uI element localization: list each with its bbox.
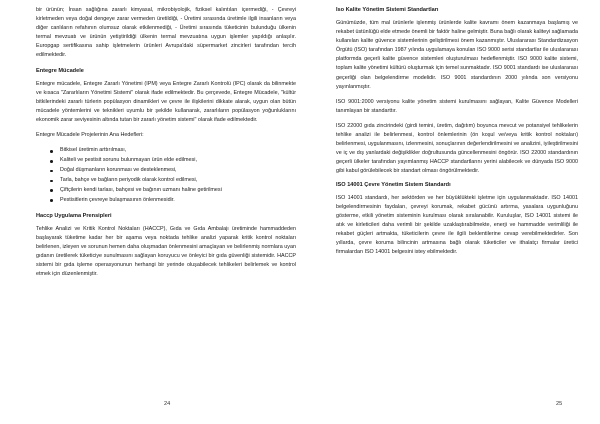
list-item: Doğal düşmanların korunması ve desteklenmesi, bbox=[50, 166, 296, 176]
list-item: Çiftçilerin kendi tarlası, bahçesi ve bağının uzmanı haline getirilmesi bbox=[50, 186, 296, 196]
paragraph-ana-hedefler: Entegre Mücadele Projelerinin Ana Hedefleri: bbox=[36, 132, 144, 139]
page-number: 25 bbox=[556, 401, 563, 407]
right-page-content bbox=[336, 6, 578, 257]
list-item: Pestisitlerin çevreye bulaşmasının önlenmesidir. bbox=[50, 196, 296, 206]
paragraph-iso-9000: Günümüzde, tüm mal ürünlerle işlenmiş ürünlerde kalite kavramı önem kazanmaya başlamış ve rekabet üstünlüğü elde etmede önemli bir faktör haline gelmiştir. Buna bağlı olarak kaliteyi sağlamada kullanılan kalite güvence sistemlerinin geliştirilmesi önem kazanmıştır. Uluslararası Standardizasyon Örgütü (ISO) tarafından 1987 yılında uygulamaya konulan ISO 9000 serisi standartlar ile uluslararası platformda geçerli kalite güvence sistemleri oluşturulması hedeflenmiştir. ISO 9000 kalite sistemi, toplam kalite yönetimi kültürü oluşturmak için temel sunmaktadır. ISO 9001 standardı ise uluslararası geçerliği olan belgelendirme modelidir. ISO 9001 standardının 2000 yılında son versiyonu yayınlanmıştır. bbox=[336, 20, 578, 90]
left-page-content bbox=[36, 6, 296, 279]
goals-list bbox=[36, 146, 296, 205]
page-number: 24 bbox=[164, 401, 171, 407]
paragraph-iso-14001: ISO 14001 standardı, her sektörden ve her büyüklükteki işletme için uygulanmaktadır. ISO 14001 belgelendirmesinin faydaları, çevreyi korumak, rekabet gücünü artırma, yasalara uygunluğunu gösterme, etkili yönetim sisteminin kurulması olarak sıralanabilir. Kuruluşlar, ISO 14001 sistemi ile atık ve kirleticileri daha verimli bir şekilde uzaklaştırabilmekte, enerji ve hammadde verimliliği ile rekabet güçleri artmakta, tüketicilerin çevre ile ilgili beklentilerine cevap verebilmektedirler. Son yıllarda, çevre koruma bilincinin artmasına bağlı olarak tüketiciler ve ithalatçı firmalar üretici firmalardan ISO 14001 belgesini istey ebilmektedir. bbox=[336, 194, 578, 256]
paragraph-europgap: bir ürünün; İnsan sağlığına zararlı kimyasal, mikrobiyolojik, fiziksel kalıntıları içermediği, - Çevreyi kirletmeden veya doğal dengeye zarar vermeden üretildiği, - Üretimi sırasında üretimle ilgili insanların veya diğer canlıların refahının olumsuz olarak etkilenmediği, - Üretimi sırasında tüketicinin bulunduğu ülkenin termal mevzuatı ve ürünün yetiştirildiği ülkenin termal mevzuatına uygun işlemler yapıldığı anlaşılır. Europgap sertifikasına sahip işletmelerin ürünleri Avrupa'daki süpermarket zincirleri tarafından tercih edilmektedir. bbox=[36, 7, 296, 59]
heading-haccp: Haccp Uygulama Prensipleri bbox=[36, 212, 112, 219]
list-item: Kaliteli ve pestisit sorunu bulunmayan ürün elde edilmesi, bbox=[50, 156, 296, 166]
paragraph-entegre-mucadele: Entegre mücadele, Entegre Zararlı Yönetimi (IPM) veya Entegre Zararlı Kontrolü (IPC) olarak da bilinmekte ve kısaca "Zararlıların Yönetimi Sistemi" olarak ifade edilmektedir. Bu çerçevede, Entegre Mücadele, "kültür bitkilerindeki zararlı türlerin popülasyon dinamikleri ve çevre ile ilişkilerini dikkate alarak, uygun olan bütün mücadele yöntemlerini ve teknikleri uyumlu bir şekilde kullanarak, zararlıların popülasyon yoğunluklarını ekonomik zarar seviyesinin altında tutan bir zararlı yönetim sistemi" olarak ifade edilmektedir. bbox=[36, 80, 296, 123]
list-item: Bitkisel üretimin arttırılması, bbox=[50, 146, 296, 156]
paragraph-haccp: Tehlike Analizi ve Kritik Kontrol Noktaları (HACCP), Gıda ve Gıda Ambalajı üretiminde hammaddeden başlayarak tüketime kadar her bir aşama veya noktada tehlike analizi yaparak kritik kontrol noktaları belirlenen, izleyen ve sorunun hemen daha oluşmadan önlenmesini amaçlayan ve belirlenmiş normlara uyan gıdanın üretilerek tüketiciye sunulmasını sağlayan koruyucu ve önleyici bir gıda güvenliği sistemidir. HACCP sistemi bir gıda işleme operasyonunun herhangi bir yerinde oluşabilecek tehlikeleri belirlemek ve kontrol etmek için düzenlenmiştir. bbox=[36, 225, 296, 278]
paragraph-iso-22000: ISO 22000 gıda zincirindeki (girdi temini, üretim, dağıtım) boyunca mevcut ve potansiyel tehlikelerin tehlike analizi ile belirlenmesi, kontrol önlemlerinin (ön koşul ve/veya kritik kontrol noktaları) belirlenmesi, uygulanmasını, izlenmesini, sonuçlarının değerlendirilmesini ve analizini, iyileştirilmesini ve iç ve dış yanlardaki değişiklikler doğrultusunda güncellenmesini öngörür. ISO 22000 standardının geçerli ülkeler tarafından yayımlanmış HACCP standartlarını yerini alabilecek ve dünyada ISO 9000 gibi kabul görülebilecek bir standart olması öngörülmektedir. bbox=[336, 122, 578, 175]
heading-iso-14001: ISO 14001 Çevre Yönetim Sistem Standardı bbox=[336, 181, 451, 188]
list-item: Tarla, bahçe ve bağların periyodik olarak kontrol edilmesi, bbox=[50, 176, 296, 186]
heading-entegre-mucadele: Entegre Mücadele bbox=[36, 67, 84, 74]
paragraph-iso-9001-2000: ISO 9001:2000 versiyonu kalite yönetim sistemi kurulmasını sağlayan, Kalite Güvence Modelleri tanımlayan bir standarttır. bbox=[336, 98, 578, 114]
left-page bbox=[36, 0, 296, 424]
heading-iso-kalite: Iso Kalite Yönetim Sistemi Standartları bbox=[336, 7, 439, 13]
right-page bbox=[336, 0, 578, 424]
